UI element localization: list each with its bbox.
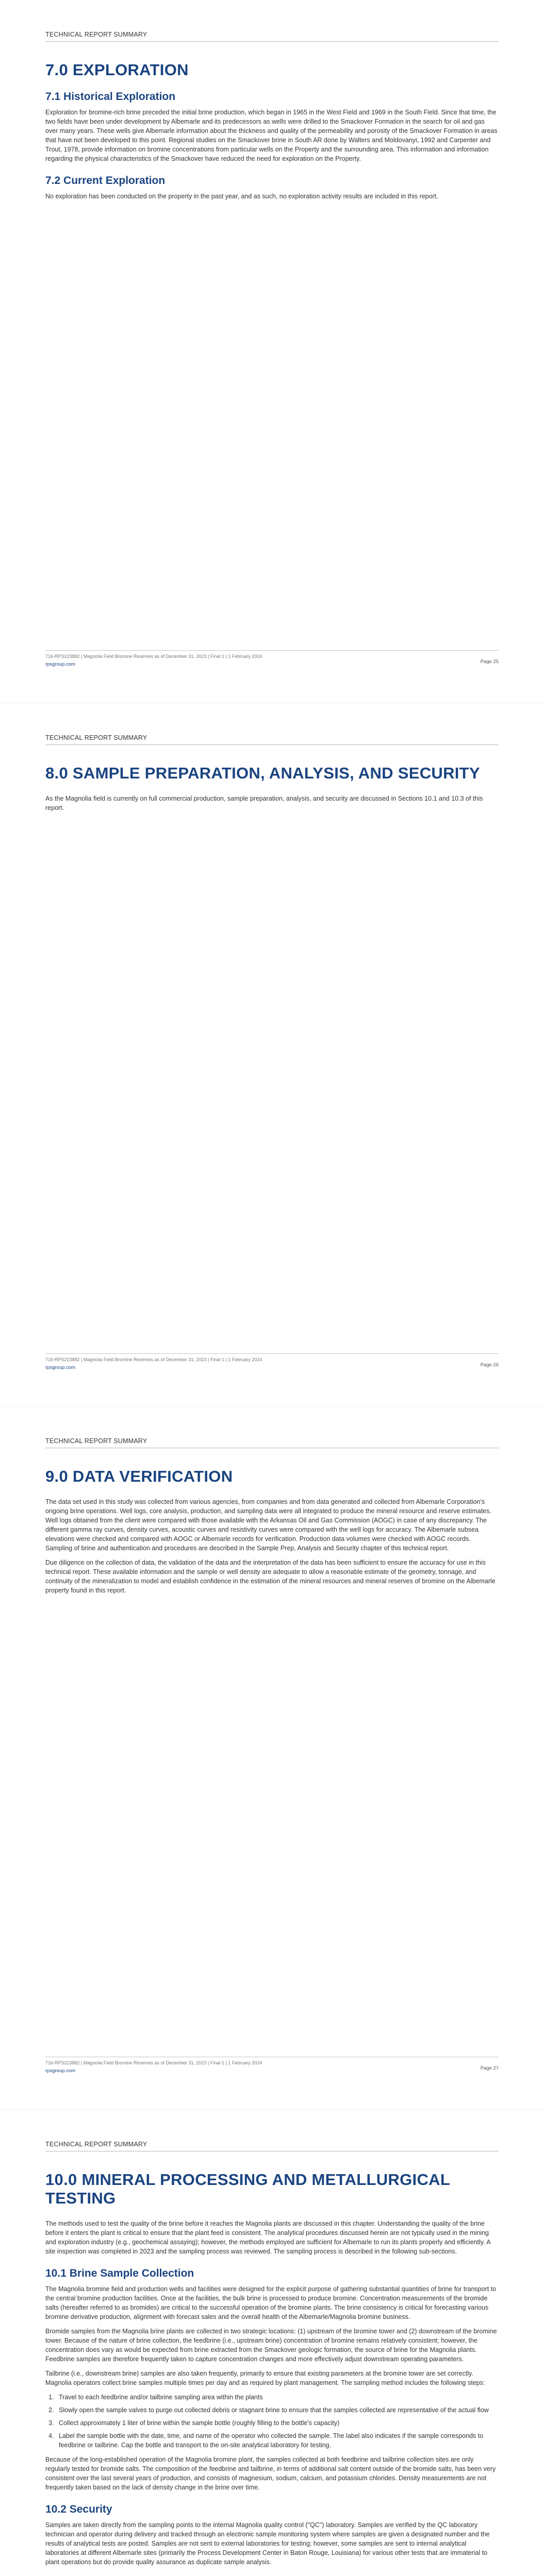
list-item: 3. Collect approximately 1 liter of brine within the sample bottle (roughly filling to the bottle's capacity) xyxy=(56,2418,499,2428)
report-page-25 xyxy=(0,0,544,703)
report-page-28 xyxy=(0,2110,544,2576)
section-title: 9.0 DATA VERIFICATION xyxy=(45,1467,233,1485)
page-footer xyxy=(45,2057,499,2074)
section-title: 7.0 EXPLORATION xyxy=(45,61,189,79)
running-header: TECHNICAL REPORT SUMMARY xyxy=(45,31,499,42)
paragraph: Because of the long-established operation of the Magnolia bromine plant, the samples collected at both feedbrine and tailbrine collection sites are only regularly tested for bromide salts. The composition of the feedbrine and tailbrine, in terms of additional salt content outside of the bromide salts, has been very consistent over the last several years of production, and consists of magnesium, sodium, calcium, and potassium chlorides. Density measurements are not frequently taken based on the lack of density change in the brine over time. xyxy=(45,2456,496,2491)
subsection-heading: 7.1 Historical Exploration xyxy=(45,91,176,103)
page-content xyxy=(45,1467,499,1600)
paragraph: No exploration has been conducted on the property in the past year, and as such, no exploration activity results are included in this report. xyxy=(45,193,438,200)
paragraph: Due diligence on the collection of data, the validation of the data and the interpretation of the data has been sufficient to ensure the accuracy for use in this technical report. These available information and the sample or well density are adequate to allow a reasonable estimate of the geometry, tonnage, and continuity of the mineralization to model and establish confidence in the estimation of the mineral resources and mineral reserves of bromine on the Albemarle property found in this report. xyxy=(45,1559,496,1594)
page-number: Page 27 xyxy=(480,2065,499,2071)
report-page-27 xyxy=(0,1406,544,2110)
footer-document-line: 716-RPS223882 | Magnolia Field Bromine Reserves as of December 31, 2023 | Final 1 | 1 February 2024 xyxy=(45,654,262,659)
paragraph: Bromide samples from the Magnolia brine plants are collected in two strategic locations: (1) upstream of the bromine tower and (2) downstream of the bromine tower. Because of the nature of brine collection, the feedbrine (i.e., upstream brine) concentration of bromine remains relatively consistent; however, the concentration does vary as would be expected from brine extracted from the Smackover geologic formation, the source of brine for the Magnolia plants. Feedbrine samples are therefore frequently taken to capture concentration changes and more effectively adjust downstream operating parameters. xyxy=(45,2328,497,2363)
section-title: 10.0 MINERAL PROCESSING AND METALLURGICAL TESTING xyxy=(45,2171,450,2207)
running-header: TECHNICAL REPORT SUMMARY xyxy=(45,2141,499,2151)
list-item: 4. Label the sample bottle with the date, time, and name of the operator who collected the sample. The label also indicates if the sample corresponds to feedbrine or tailbrine. Cap the bottle and transport to the on-site analytical laboratory for testing. xyxy=(56,2431,499,2450)
footer-site-link[interactable]: rpsgroup.com xyxy=(45,1365,76,1370)
page-footer xyxy=(45,650,499,667)
report-page-26 xyxy=(0,703,544,1406)
paragraph: Samples are taken directly from the sampling points to the internal Magnolia quality control ("QC") laboratory. Samples are verified by the QC laboratory technician and operator during delivery and tracked through an electronic sample monitoring system where samples are given a designated number and the results of analytical tests are posted. Samples are not sent to external laboratories for testing; however, some samples are sent to internal analytical laboratories at different Albemarle sites (primarily the Process Development Center in Baton Rouge, Louisiana) for various other tests that are immaterial to plant operations but do provide quality assurance as duplicate sample analysis. xyxy=(45,2521,490,2566)
list-item: 2. Slowly open the sample valves to purge out collected debris or stagnant brine to ensure that the samples collected are representative of the actual flow xyxy=(56,2405,499,2415)
footer-document-line: 716-RPS223882 | Magnolia Field Bromine Reserves as of December 31, 2023 | Final 1 | 1 February 2024 xyxy=(45,1357,262,1362)
section-title: 8.0 SAMPLE PREPARATION, ANALYSIS, AND SECURITY xyxy=(45,764,480,782)
paragraph: The Magnolia bromine field and production wells and facilities were designed for the explicit purpose of gathering substantial quantities of brine for transport to the central bromine production facilities. Once at the facilities, the bulk brine is processed to produce bromine. Concentration measurements of the bromide salts (hereafter referred to as bromides) are critical to the successful operation of the bromine plants. The brine consistency is critical for forecasting various bromine derivative production, alignment with forecast sales and the overall health of the Albemarle/Magnolia bromine business. xyxy=(45,2285,497,2320)
page-number: Page 26 xyxy=(480,1362,499,1368)
page-content xyxy=(45,764,499,818)
paragraph: The data set used in this study was collected from various agencies, from companies and from data generated and collected from Albemarle Corporation's ongoing brine operations. Well logs, core analysis, production, and sampling data were all integrated to produce the mineral resource and reserve estimates. Well logs obtained from the client were compared with those available with the Arkansas Oil and Gas Commission (AOGC) in case of any discrepancy. The different gamma ray curves, density curves, acoustic curves and resistivity curves were compared with the well logs for accuracy. The Albemarle subsea elevations were checked and compared with AOGC or Albemarle records for verification. Production data volumes were checked with AOGC records. Sampling of brine and authentication and procedures are described in the Sample Prep, Analysis and Security chapter of this technical report. xyxy=(45,1498,491,1552)
page-number: Page 25 xyxy=(480,659,499,665)
running-header: TECHNICAL REPORT SUMMARY xyxy=(45,1437,499,1448)
page-content xyxy=(45,61,499,206)
footer-site-link[interactable]: rpsgroup.com xyxy=(45,662,76,667)
paragraph: The methods used to test the quality of the brine before it reaches the Magnolia plants are discussed in this chapter. Understanding the quality of the brine before it enters the plant is critical to ensure that the plant feed is consistent. The analytical procedures discussed herein are not typically used in the mining and exploration industry (e.g., geochemical assaying); however, the methods employed are sufficient for Albemarle to run its plants properly and efficiently. A site inspection was completed in 2023 and the sampling process was reviewed. The sampling process is described in the following sub-sections. xyxy=(45,2220,490,2255)
subsection-heading: 10.2 Security xyxy=(45,2503,112,2515)
paragraph: Exploration for bromine-rich brine preceded the initial brine production, which began in 1965 in the West Field and 1969 in the South Field. Since that time, the two fields have been under development by Albemarle and its predecessors as wells were drilled to the Smackover Formation in the search for oil and gas over many years. These wells give Albemarle information about the thickness and quality of the permeability and porosity of the Smackover Formation in areas that have not been developed to this point. Regional studies on the Smackover brine in South AR done by Walters and Moldovanyi, 1992 and Carpenter and Trout, 1978, provide information on bromine concentrations from particular wells on the Property and the surrounding area. This information and information regarding the physical characteristics of the Smackover have reduced the need for exploration on the Property. xyxy=(45,109,498,162)
footer-document-line: 716-RPS223882 | Magnolia Field Bromine Reserves as of December 31, 2023 | Final 1 | 1 February 2024 xyxy=(45,2060,262,2065)
sampling-steps-list xyxy=(45,2393,499,2450)
paragraph: Tailbrine (i.e., downstream brine) samples are also taken frequently, primarily to ensure that existing parameters at the bromine tower are set correctly. Magnolia operators collect brine samples multiple times per day and as required by plant management. The sampling method includes the following steps: xyxy=(45,2370,485,2386)
list-item: 1. Travel to each feedbrine and/or tailbrine sampling area within the plants xyxy=(56,2393,499,2402)
running-header: TECHNICAL REPORT SUMMARY xyxy=(45,734,499,745)
paragraph: As the Magnolia field is currently on full commercial production, sample preparation, analysis, and security are discussed in Sections 10.1 and 10.3 of this report. xyxy=(45,795,483,811)
subsection-heading: 7.2 Current Exploration xyxy=(45,175,166,187)
subsection-heading: 10.1 Brine Sample Collection xyxy=(45,2267,194,2279)
page-content xyxy=(45,2171,499,2572)
page-footer xyxy=(45,1353,499,1370)
footer-site-link[interactable]: rpsgroup.com xyxy=(45,2068,76,2074)
